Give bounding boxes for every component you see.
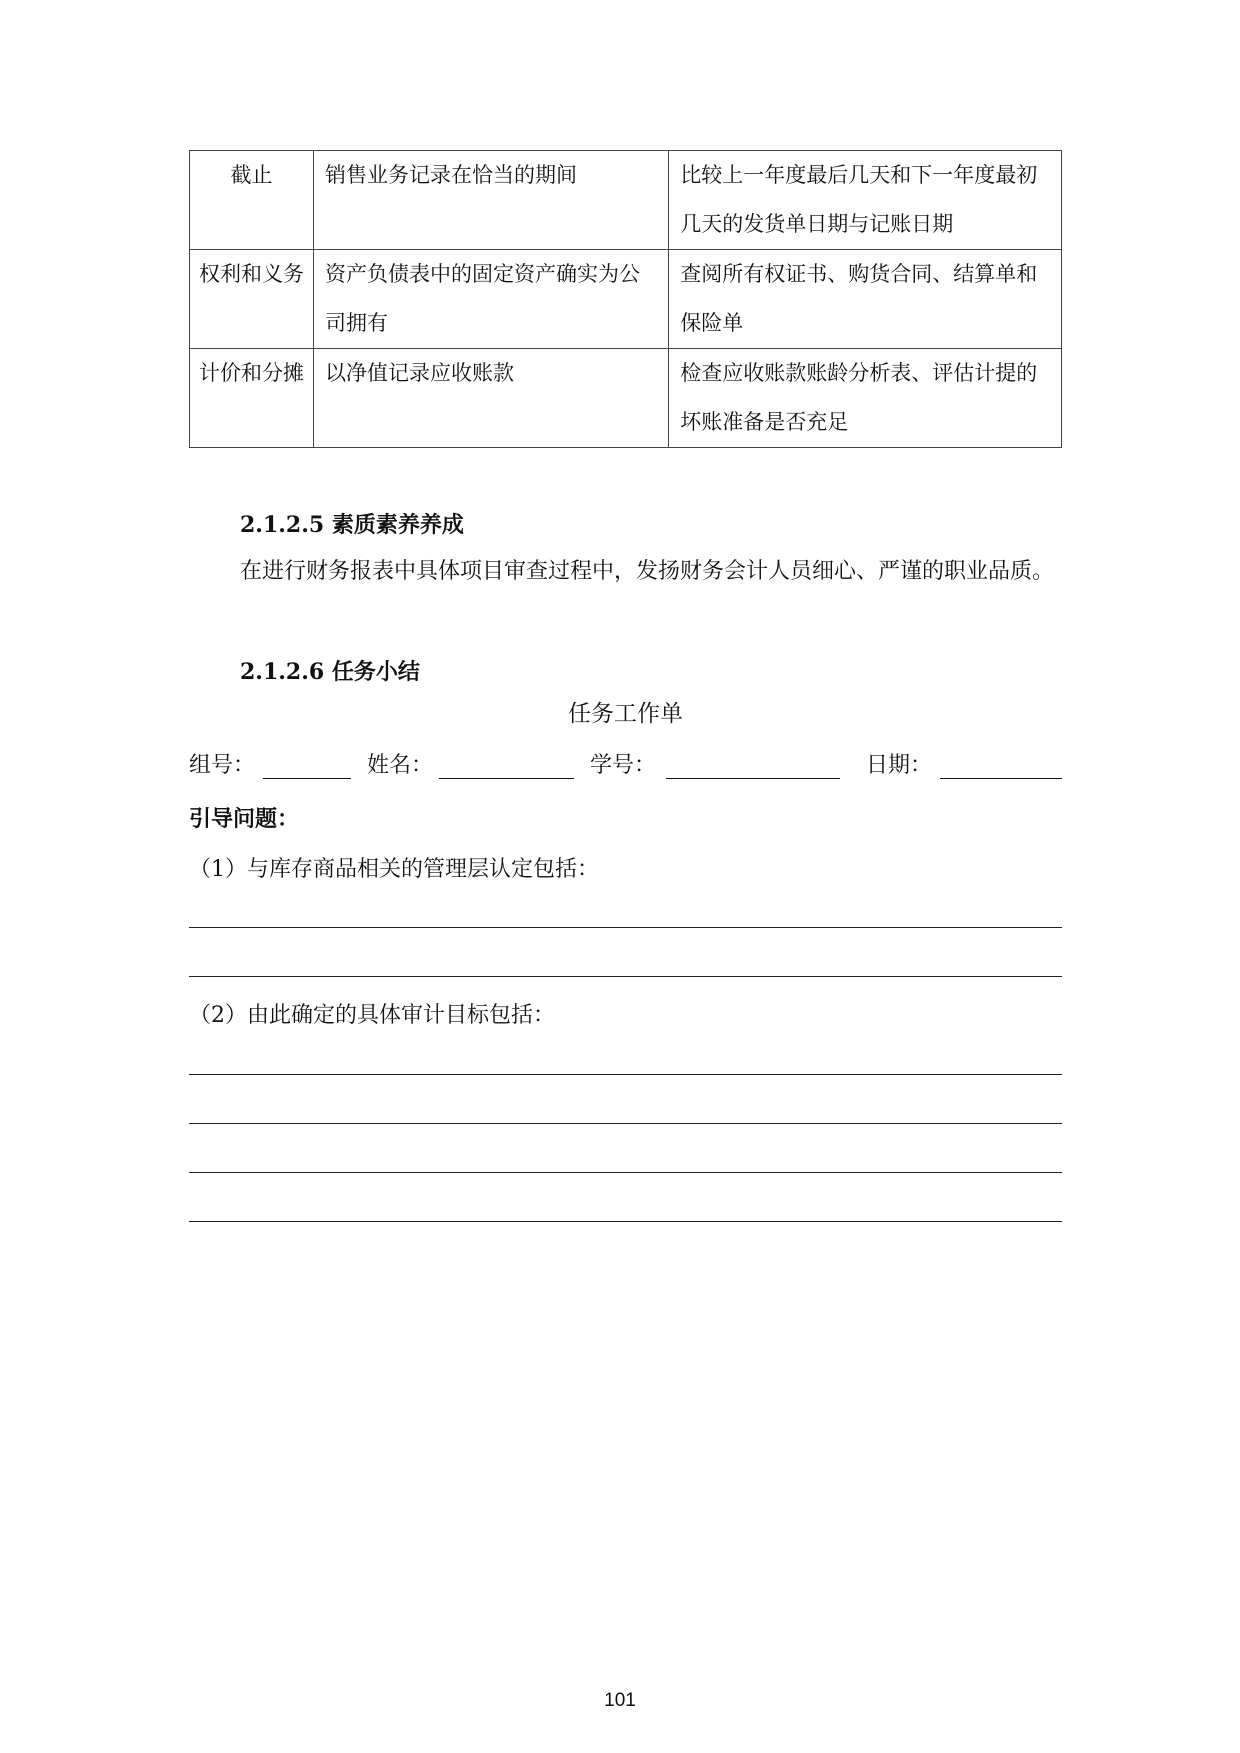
assertion-cell: 截止 <box>190 151 314 250</box>
procedure-cell: 比较上一年度最后几天和下一年度最初几天的发货单日期与记账日期 <box>669 151 1062 250</box>
question-2: （2）由此确定的具体审计目标包括： <box>189 1003 555 1028</box>
paragraph-text: 在进行财务报表中具体项目审查过程中，发扬财务会计人员细心、严谨的职业品质。 <box>240 559 1055 584</box>
question-1: （1）与库存商品相关的管理层认定包括： <box>189 857 599 882</box>
group-field[interactable] <box>263 778 351 779</box>
date-label: 日期： <box>866 753 933 778</box>
audit-objectives-table <box>189 150 1062 448</box>
student-id-label: 学号： <box>590 753 657 778</box>
assertion-cell: 权利和义务 <box>190 250 314 349</box>
section-heading: 2.1.2.6 任务小结 <box>240 659 420 685</box>
table-row <box>190 250 1062 349</box>
worksheet-info-row <box>189 748 1062 782</box>
section-paragraph <box>189 548 1062 595</box>
procedure-cell: 检查应收账款账龄分析表、评估计提的坏账准备是否充足 <box>669 349 1062 448</box>
answer-line[interactable] <box>189 927 1062 928</box>
name-field[interactable] <box>439 778 574 779</box>
answer-line[interactable] <box>189 1221 1062 1222</box>
section-heading: 2.1.2.5 素质素养养成 <box>240 512 464 538</box>
objective-cell: 资产负债表中的固定资产确实为公司拥有 <box>313 250 668 349</box>
worksheet-title: 任务工作单 <box>568 701 683 727</box>
objective-cell: 销售业务记录在恰当的期间 <box>313 151 668 250</box>
group-label: 组号： <box>189 753 256 778</box>
procedure-cell: 查阅所有权证书、购货合同、结算单和保险单 <box>669 250 1062 349</box>
table-row <box>190 151 1062 250</box>
answer-line[interactable] <box>189 1123 1062 1124</box>
guide-questions-heading: 引导问题： <box>189 806 300 832</box>
assertion-cell: 计价和分摊 <box>190 349 314 448</box>
answer-line[interactable] <box>189 1074 1062 1075</box>
name-label: 姓名： <box>367 753 434 778</box>
date-field[interactable] <box>940 778 1062 779</box>
answer-line[interactable] <box>189 1172 1062 1173</box>
table-row <box>190 349 1062 448</box>
page-number: 101 <box>604 1690 636 1711</box>
answer-line[interactable] <box>189 976 1062 977</box>
student-id-field[interactable] <box>666 778 840 779</box>
objective-cell: 以净值记录应收账款 <box>313 349 668 448</box>
